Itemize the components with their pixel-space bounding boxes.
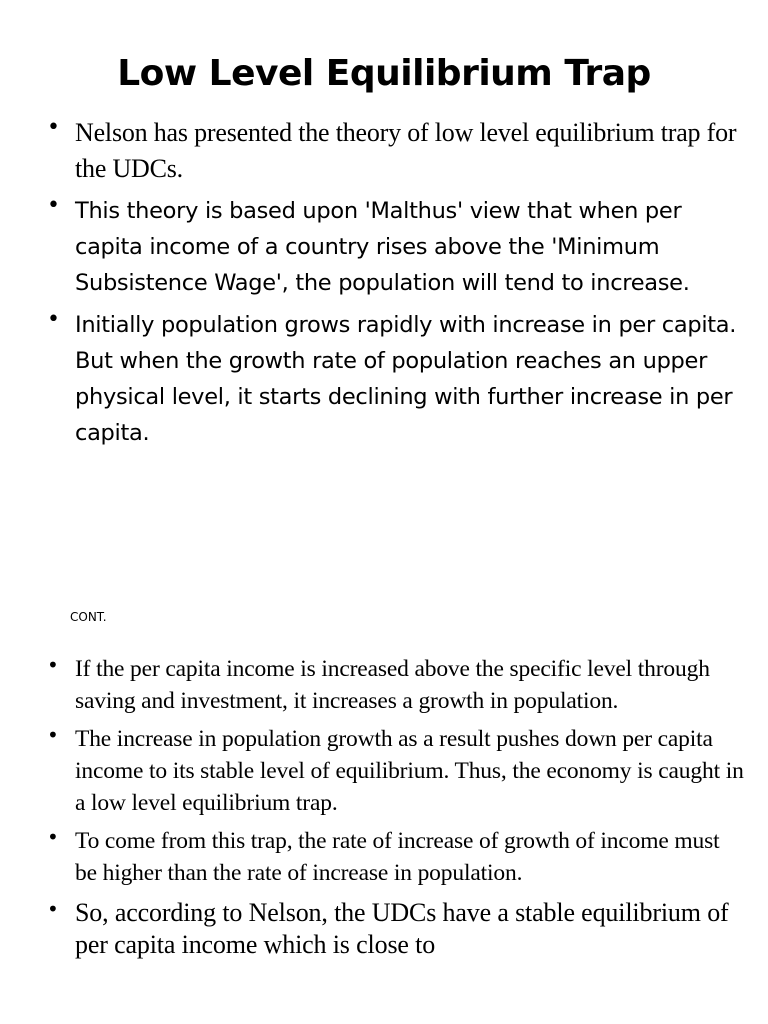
bullet-text: To come from this trap, the rate of increase of growth of income must be higher than the rate of increase in population. — [75, 828, 720, 886]
list-item — [47, 193, 747, 301]
bullet-text: Initially population grows rapidly with increase in per capita. But when the growth rate of population reaches an upper physical level, it starts declining with further increase in per capita. — [75, 312, 737, 446]
list-item — [47, 307, 747, 451]
slide-title: Low Level Equilibrium Trap — [117, 53, 651, 94]
list-item — [47, 115, 747, 187]
bullet-text: So, according to Nelson, the UDCs have a stable equilibrium of per capita income which is close to — [75, 898, 729, 959]
bullet-text: If the per capita income is increased above the specific level through saving and investment, it increases a growth in population. — [75, 656, 710, 714]
bullet-text: Nelson has presented the theory of low level equilibrium trap for the UDCs. — [75, 118, 737, 183]
list-item — [47, 825, 747, 889]
bullet-text: This theory is based upon 'Malthus' view that when per capita income of a country rises above the 'Minimum Subsistence Wage', the population will tend to increase. — [75, 198, 690, 296]
slide2-heading: CONT. — [70, 610, 107, 624]
list-item — [47, 897, 747, 961]
list-item — [47, 653, 747, 717]
slide2-bullet-list — [47, 653, 747, 967]
bullet-text: The increase in population growth as a result pushes down per capita income to its stable level of equilibrium. Thus, the economy is caught in a low level equilibrium trap. — [75, 726, 744, 816]
slide1-bullet-list — [47, 115, 747, 457]
list-item — [47, 723, 747, 819]
